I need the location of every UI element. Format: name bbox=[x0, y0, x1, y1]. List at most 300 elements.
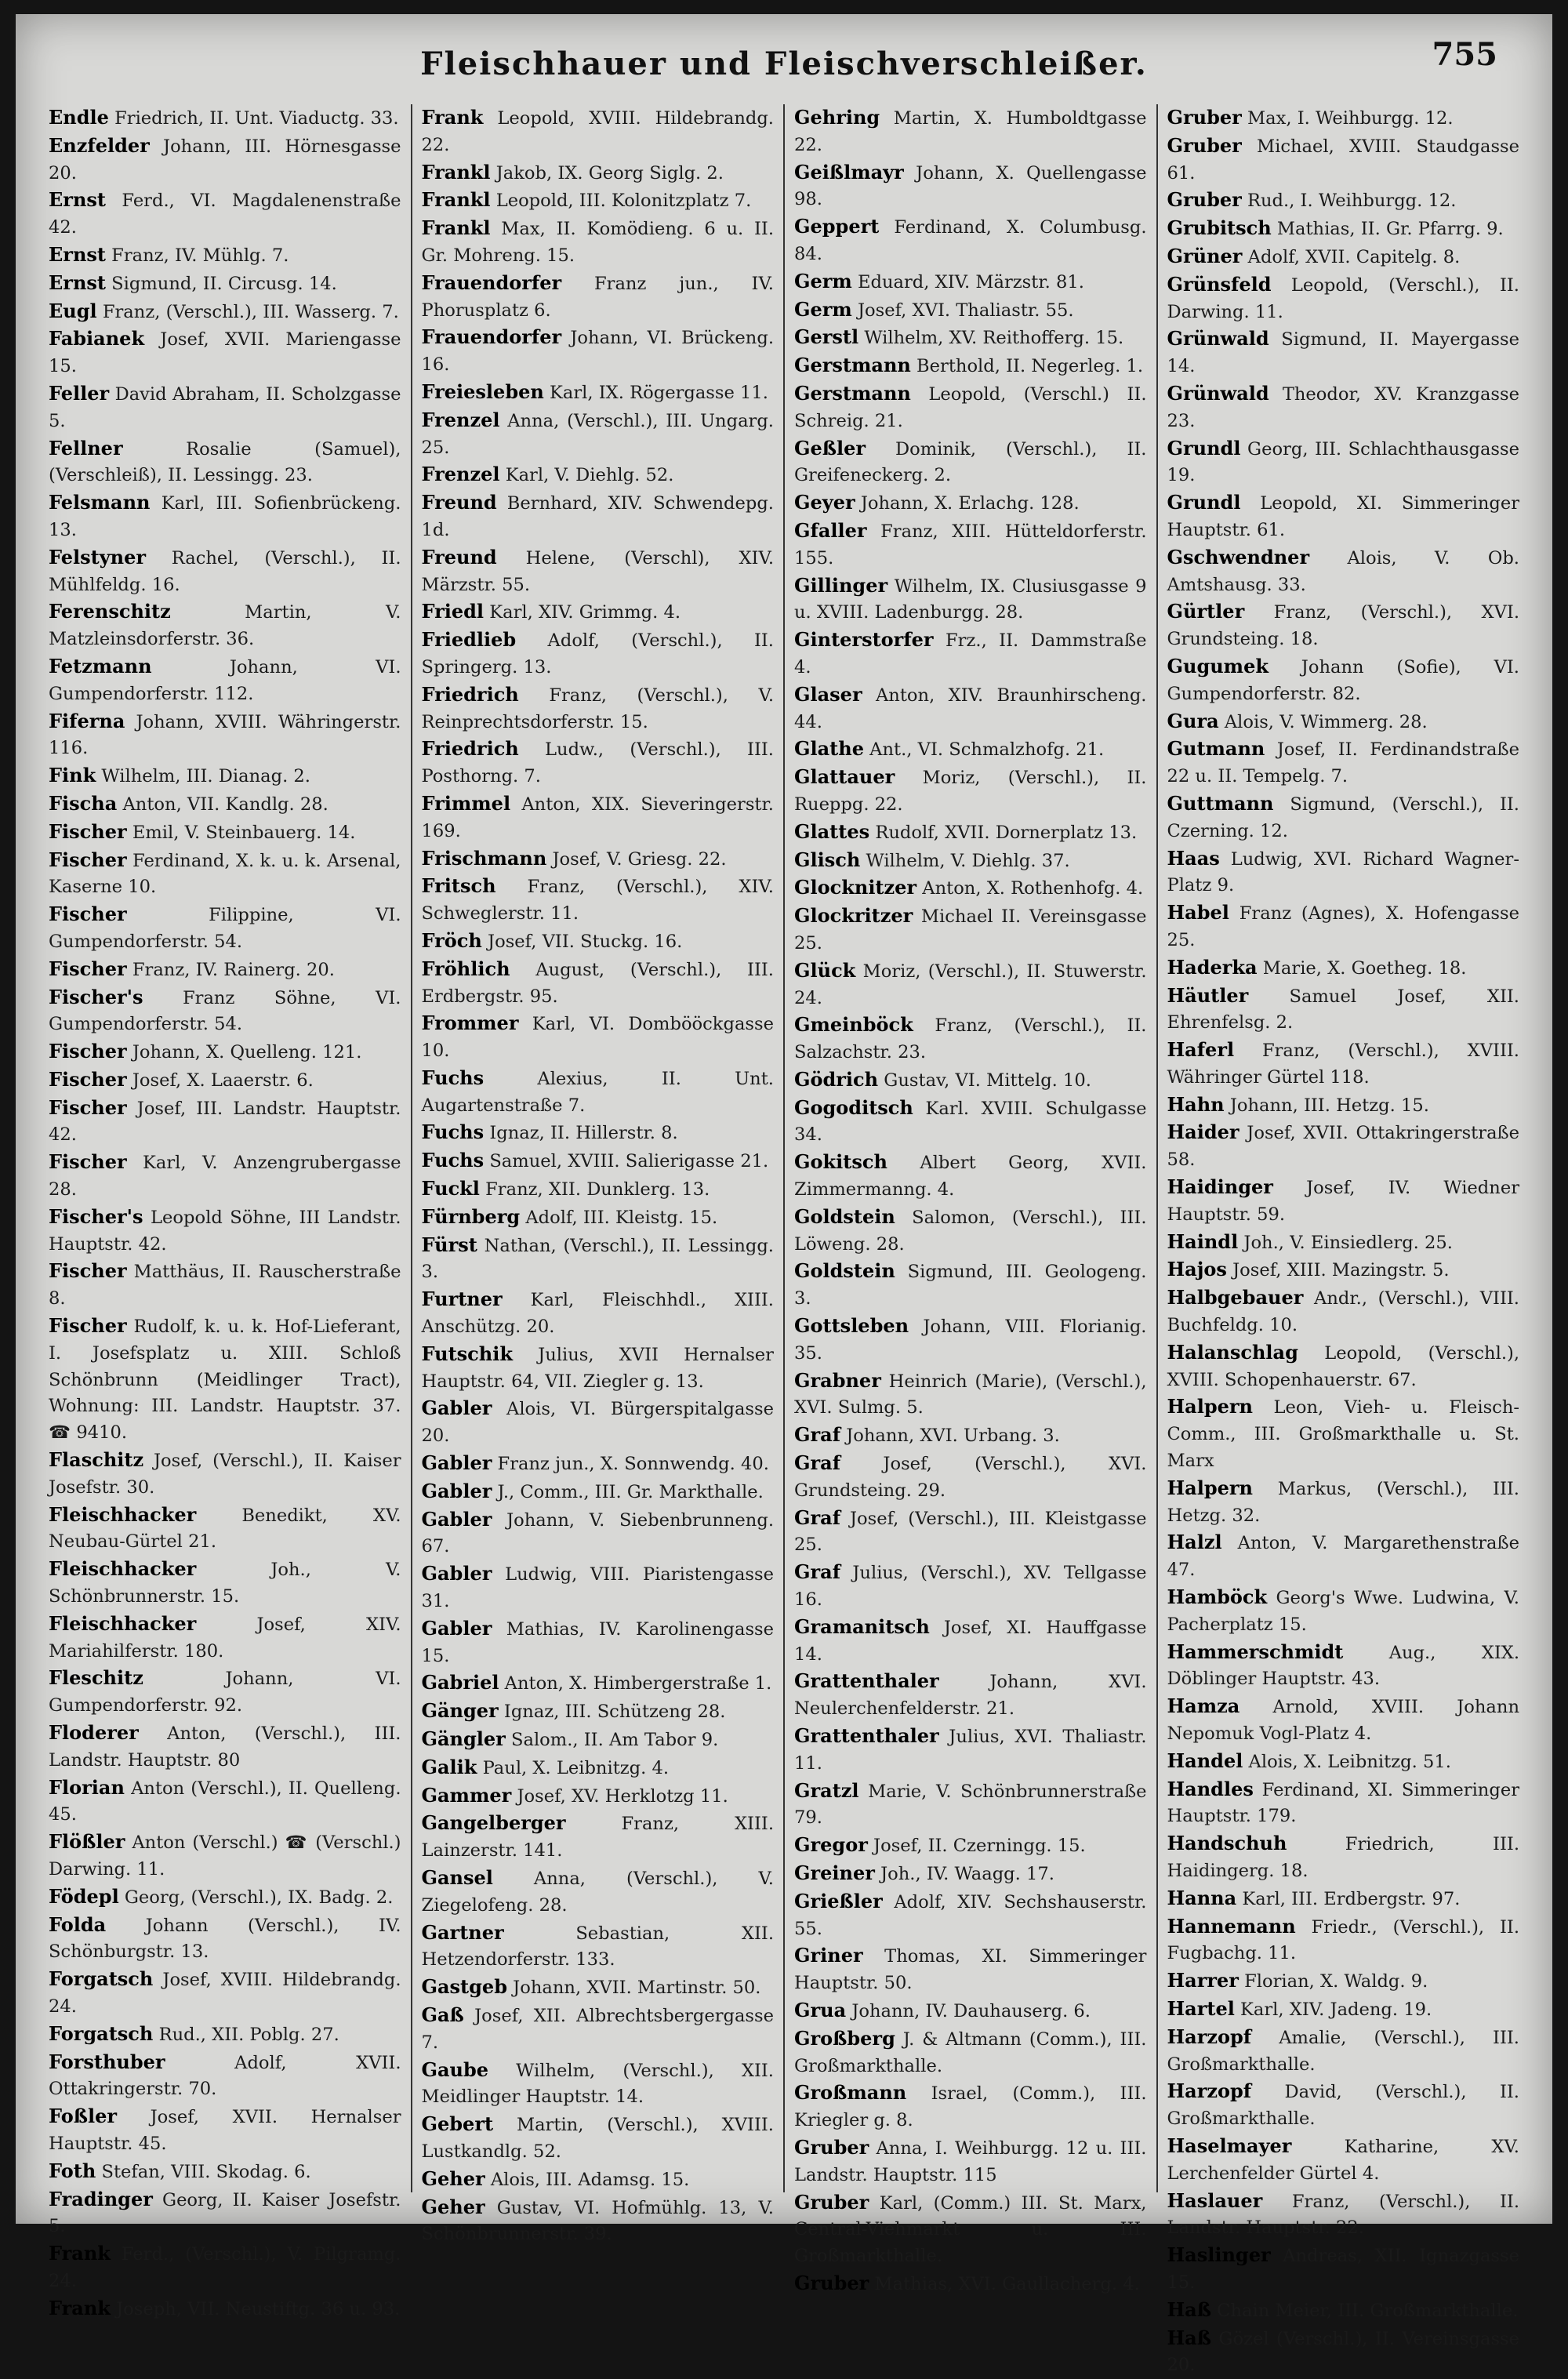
entry-surname: Glocknitzer bbox=[794, 876, 917, 899]
entry-details: Franz, (Verschl.), II. Salzachstr. 23. bbox=[794, 1015, 1147, 1063]
directory-entry bbox=[794, 1422, 1147, 1450]
directory-entry bbox=[1167, 790, 1520, 845]
entry-details: Josef, (Verschl.), XVI. Grundsteing. 29. bbox=[794, 1454, 1147, 1501]
directory-entry bbox=[49, 1313, 401, 1447]
entry-details: Ignaz, II. Hillerstr. 8. bbox=[489, 1123, 678, 1144]
entry-surname: Fuchs bbox=[421, 1066, 485, 1089]
page-number: 755 bbox=[1432, 36, 1497, 73]
directory-entry bbox=[1167, 1967, 1520, 1996]
entry-surname: Gfaller bbox=[794, 518, 867, 542]
directory-entry bbox=[794, 489, 1147, 518]
entry-surname: Haindl bbox=[1167, 1229, 1239, 1253]
directory-entry bbox=[49, 1447, 401, 1502]
directory-entry bbox=[1167, 1693, 1520, 1748]
directory-entry bbox=[49, 325, 401, 380]
entry-surname: Foth bbox=[49, 2159, 96, 2182]
entry-details: Anna, (Verschl.), III. Ungarg. 25. bbox=[421, 410, 774, 458]
directory-entry bbox=[422, 1974, 775, 2002]
entry-details: Leopold, (Verschl.), II. Darwing. 11. bbox=[1167, 274, 1519, 322]
entry-details: Josef, II. Ferdinandstraße 22 u. II. Tempelg. 7. bbox=[1167, 739, 1519, 787]
directory-entry bbox=[422, 1450, 775, 1478]
entry-details: Rud., XII. Poblg. 27. bbox=[158, 2024, 339, 2045]
directory-entry bbox=[422, 1204, 775, 1232]
directory-entry bbox=[422, 2194, 775, 2249]
entry-surname: Haider bbox=[1167, 1120, 1240, 1144]
directory-entry bbox=[794, 1668, 1147, 1723]
directory-entry bbox=[49, 2295, 401, 2323]
directory-entry bbox=[422, 1615, 775, 1670]
directory-entry bbox=[794, 1778, 1147, 1832]
entry-surname: Friedlieb bbox=[421, 628, 517, 652]
entry-details: Franz, (Verschl.), III. Wasserg. 7. bbox=[102, 301, 399, 322]
directory-entry bbox=[1167, 653, 1520, 708]
directory-entry bbox=[422, 379, 775, 407]
entry-details: Chain Meier, III. Großmarkthalle. bbox=[1217, 2300, 1519, 2321]
directory-entry bbox=[794, 2270, 1147, 2298]
directory-entry bbox=[49, 598, 401, 653]
directory-entry bbox=[1167, 435, 1520, 490]
entry-details: Karl, XIV. Jadeng. 19. bbox=[1240, 1999, 1432, 2020]
entry-details: Julius, XVI. Thaliastr. 11. bbox=[794, 1727, 1147, 1774]
entry-details: Eduard, XIV. Märzstr. 81. bbox=[858, 271, 1084, 292]
entry-details: J. & Altmann (Comm.), III. Großmarkthalle. bbox=[794, 2029, 1147, 2076]
entry-surname: Glisch bbox=[794, 848, 861, 871]
entry-details: Josef, XVII. Ottakringerstraße 58. bbox=[1167, 1123, 1519, 1171]
entry-details: Franz, IV. Mühlg. 7. bbox=[111, 245, 289, 266]
entry-surname: Fuchs bbox=[421, 1120, 485, 1144]
entry-surname: Halanschlag bbox=[1167, 1340, 1298, 1364]
entry-surname: Häutler bbox=[1167, 983, 1249, 1007]
directory-entry bbox=[422, 1669, 775, 1698]
entry-details: Alois, V. Ob. Amtshausg. 33. bbox=[1167, 547, 1519, 595]
entry-details: Filippine, VI. Gumpendorferstr. 54. bbox=[49, 905, 401, 952]
entry-details: Nathan, (Verschl.), II. Lessingg. 3. bbox=[421, 1235, 774, 1283]
directory-entry bbox=[1167, 1339, 1520, 1394]
directory-entry bbox=[49, 2103, 401, 2158]
entry-details: Martin, (Verschl.), XVIII. Lustkandlg. 52. bbox=[421, 2115, 774, 2162]
entry-details: Georg, III. Schlachthausgasse 19. bbox=[1167, 438, 1519, 486]
entry-details: Johann, XVI. Neulerchenfelderstr. 21. bbox=[794, 1672, 1147, 1720]
entry-surname: Grubitsch bbox=[1167, 216, 1272, 240]
entry-details: Anton, X. Rothenhofg. 4. bbox=[922, 878, 1144, 899]
directory-entry bbox=[422, 1920, 775, 1974]
entry-surname: Fischer bbox=[49, 1067, 127, 1091]
directory-entry bbox=[794, 572, 1147, 627]
entry-details: Helene, (Verschl), XIV. Märzstr. 55. bbox=[421, 547, 774, 595]
directory-entry bbox=[794, 1860, 1147, 1888]
entry-surname: Hajos bbox=[1167, 1258, 1227, 1281]
directory-entry bbox=[1167, 1284, 1520, 1339]
entry-details: Karl, XIV. Grimmg. 4. bbox=[489, 602, 681, 623]
directory-entry bbox=[794, 764, 1147, 819]
directory-entry bbox=[422, 1286, 775, 1341]
entry-surname: Grünwald bbox=[1167, 381, 1269, 405]
entry-details: Anton, VII. Kandlg. 28. bbox=[122, 794, 328, 815]
entry-details: Johann, X. Quellengasse 98. bbox=[794, 162, 1147, 210]
directory-entry bbox=[794, 380, 1147, 435]
directory-entry bbox=[1167, 1037, 1520, 1091]
entry-details: Josef, XIII. Mazingstr. 5. bbox=[1232, 1260, 1450, 1281]
directory-entry bbox=[49, 1611, 401, 1665]
entry-surname: Endle bbox=[49, 106, 109, 129]
entry-details: Rudolf, XVII. Dornerplatz 13. bbox=[875, 822, 1138, 843]
entry-surname: Frank bbox=[49, 2242, 111, 2265]
directory-entry bbox=[49, 819, 401, 847]
entry-details: Julius, (Verschl.), XV. Tellgasse 16. bbox=[794, 1563, 1147, 1611]
entry-details: Salomon, (Verschl.), III. Löweng. 28. bbox=[794, 1207, 1147, 1255]
entry-details: Ferd., VI. Magdalenenstraße 42. bbox=[49, 191, 401, 238]
directory-entry bbox=[1167, 1584, 1520, 1639]
entry-surname: Gabler bbox=[421, 1451, 492, 1475]
entry-details: Michael II. Vereinsgasse 25. bbox=[794, 906, 1147, 953]
entry-details: Johann, XVI. Urbang. 3. bbox=[846, 1426, 1060, 1447]
directory-entry bbox=[1167, 1256, 1520, 1284]
directory-entry bbox=[422, 324, 775, 379]
entry-details: Karl, V. Anzengrubergasse 28. bbox=[49, 1153, 401, 1200]
entry-details: J., Comm., III. Gr. Markthalle. bbox=[497, 1481, 764, 1502]
directory-entry bbox=[422, 1810, 775, 1865]
entry-surname: Haß bbox=[1167, 2297, 1211, 2321]
directory-entry bbox=[1167, 1119, 1520, 1174]
entry-details: Sigmund, II. Mayergasse 14. bbox=[1167, 329, 1519, 377]
entry-surname: Hahn bbox=[1167, 1092, 1225, 1116]
entry-surname: Haß bbox=[1167, 2326, 1211, 2349]
entry-surname: Hartel bbox=[1167, 1996, 1235, 2020]
entry-surname: Gutmann bbox=[1167, 737, 1265, 761]
entry-details: Josef, V. Griesg. 22. bbox=[552, 848, 727, 870]
entry-details: Emil, V. Steinbauerg. 14. bbox=[132, 822, 356, 843]
entry-surname: Fuchs bbox=[421, 1149, 485, 1172]
entry-details: Johann, VI. Brückeng. 16. bbox=[421, 328, 775, 376]
entry-surname: Fetzmann bbox=[49, 654, 152, 677]
entry-surname: Grua bbox=[794, 1998, 847, 2021]
directory-entry bbox=[794, 627, 1147, 681]
entry-surname: Glockritzer bbox=[794, 904, 913, 928]
directory-entry bbox=[49, 1912, 401, 1967]
entry-surname: Graf bbox=[794, 1423, 841, 1447]
directory-entry bbox=[49, 1829, 401, 1883]
directory-entry bbox=[1167, 1913, 1520, 1968]
directory-entry bbox=[794, 1559, 1147, 1614]
entry-surname: Goldstein bbox=[794, 1259, 895, 1283]
directory-entry bbox=[794, 681, 1147, 736]
entry-surname: Gmeinböck bbox=[794, 1013, 913, 1037]
directory-entry bbox=[794, 1313, 1147, 1367]
directory-entry bbox=[49, 298, 401, 326]
entry-surname: Gogoditsch bbox=[794, 1095, 913, 1119]
entry-details: Josef, XVIII. Hildebrandg. 24. bbox=[49, 1970, 401, 2017]
entry-surname: Gartner bbox=[421, 1920, 504, 1944]
directory-entry bbox=[49, 435, 401, 490]
entry-details: Moriz, (Verschl.), II. Stuwerstr. 24. bbox=[794, 961, 1147, 1008]
directory-entry bbox=[49, 708, 401, 763]
entry-surname: Glaser bbox=[794, 682, 862, 706]
entry-surname: Harzopf bbox=[1167, 2025, 1252, 2048]
entry-details: Israel, (Comm.), III. Kriegler g. 8. bbox=[794, 2083, 1147, 2131]
directory-entry bbox=[49, 1066, 401, 1095]
entry-details: Franz, (Verschl.), XVI. Grundsteing. 18. bbox=[1167, 602, 1519, 650]
entry-surname: Gerstl bbox=[794, 325, 859, 349]
directory-entry bbox=[794, 847, 1147, 875]
entry-details: Heinrich (Marie), (Verschl.), XVI. Sulmg. 5. bbox=[794, 1371, 1147, 1418]
directory-entry bbox=[422, 159, 775, 187]
entry-details: Josef, (Verschl.), III. Kleistgasse 25. bbox=[794, 1508, 1147, 1556]
entry-details: Franz, XIII. Lainzerstr. 141. bbox=[421, 1814, 774, 1861]
entry-surname: Hamböck bbox=[1167, 1585, 1268, 1609]
directory-entry bbox=[794, 1367, 1147, 1422]
entry-surname: Grünsfeld bbox=[1167, 272, 1272, 296]
entry-surname: Frankl bbox=[421, 188, 491, 212]
entry-details: Leopold, XVIII. Hildebrandg. 22. bbox=[421, 108, 774, 155]
entry-details: Karl, III. Erdbergstr. 97. bbox=[1242, 1888, 1461, 1909]
entry-details: Josef, XIV. Mariahilferstr. 180. bbox=[49, 1614, 401, 1662]
directory-entry bbox=[49, 1966, 401, 2021]
entry-details: Franz, XIII. Hütteldorferstr. 155. bbox=[794, 521, 1147, 568]
entry-surname: Fleischhacker bbox=[49, 1557, 197, 1581]
directory-entry bbox=[794, 2079, 1147, 2134]
entry-details: Karl, Fleischhdl., XIII. Anschützg. 20. bbox=[421, 1290, 774, 1338]
entry-surname: Fritsch bbox=[421, 874, 496, 898]
entry-details: Max, I. Weihburgg. 12. bbox=[1247, 108, 1454, 129]
entry-surname: Geyer bbox=[794, 491, 855, 514]
entry-details: Mathias, IV. Karolinengasse 15. bbox=[421, 1618, 775, 1666]
entry-details: Anton, (Verschl.), III. Landstr. Hauptstr. 80 bbox=[49, 1723, 401, 1771]
directory-entry bbox=[1167, 489, 1520, 544]
entry-details: Josef, XII. Albrechtsbergergasse 7. bbox=[421, 2005, 774, 2053]
directory-entry bbox=[1167, 1091, 1520, 1120]
entry-surname: Geher bbox=[421, 2195, 485, 2218]
entry-details: Johann, V. Siebenbrunneng. 67. bbox=[421, 1509, 774, 1557]
entry-details: Theodor, XV. Kranzgasse 23. bbox=[1167, 383, 1519, 431]
entry-surname: Gammer bbox=[421, 1783, 512, 1807]
directory-entry bbox=[422, 1698, 775, 1726]
directory-entry bbox=[1167, 187, 1520, 215]
directory-entry bbox=[794, 1505, 1147, 1560]
directory-entry bbox=[49, 847, 401, 902]
entry-details: Franz jun., X. Sonnwendg. 40. bbox=[497, 1454, 769, 1475]
entry-surname: Gruber bbox=[794, 2135, 869, 2159]
entry-surname: Gaube bbox=[421, 2058, 489, 2081]
entry-surname: Fischa bbox=[49, 791, 118, 815]
entry-surname: Fischer's bbox=[49, 1204, 143, 1228]
entry-details: Josef, X. Laaerstr. 6. bbox=[132, 1070, 314, 1091]
directory-entry bbox=[794, 1149, 1147, 1204]
directory-entry bbox=[422, 2057, 775, 2112]
entry-surname: Flößler bbox=[49, 1830, 125, 1854]
entry-surname: Gansel bbox=[421, 1866, 493, 1889]
entry-surname: Frischmann bbox=[421, 846, 547, 870]
entry-details: Georg's Wwe. Ludwina, V. Pacherplatz 15. bbox=[1167, 1588, 1519, 1635]
directory-entry bbox=[49, 270, 401, 298]
directory-entry bbox=[794, 1832, 1147, 1860]
directory-entry bbox=[794, 903, 1147, 957]
entry-details: Leopold Söhne, III Landstr. Hauptstr. 42. bbox=[49, 1207, 401, 1255]
entry-details: Wilhelm, XV. Reithofferg. 15. bbox=[864, 328, 1124, 349]
entry-details: Ludwig, XVI. Richard Wagner-Platz 9. bbox=[1167, 848, 1519, 896]
directory-entry bbox=[49, 2049, 401, 2104]
directory-entry bbox=[1167, 1174, 1520, 1229]
directory-entry bbox=[49, 1038, 401, 1066]
entry-surname: Glattauer bbox=[794, 765, 895, 789]
directory-entry bbox=[1167, 735, 1520, 790]
entry-details: Wilhelm, V. Diehlg. 37. bbox=[866, 850, 1070, 871]
entry-details: Franz, (Verschl.), XIV. Schweglerstr. 11. bbox=[421, 877, 774, 924]
entry-surname: Fischer bbox=[49, 1040, 127, 1063]
directory-entry bbox=[422, 928, 775, 956]
entry-details: Dominik, (Verschl.), II. Greifeneckerg. 2. bbox=[794, 438, 1147, 486]
directory-entry bbox=[794, 1997, 1147, 2025]
entry-details: Josef, III. Landstr. Hauptstr. 42. bbox=[49, 1098, 401, 1146]
entry-surname: Hanna bbox=[1167, 1886, 1237, 1909]
entry-details: Johann, VI. Gumpendorferstr. 92. bbox=[49, 1669, 401, 1716]
entry-details: Karl. XVIII. Schulgasse 34. bbox=[794, 1098, 1147, 1146]
entry-surname: Gugumek bbox=[1167, 654, 1269, 677]
entry-surname: Fleischhacker bbox=[49, 1502, 197, 1526]
directory-entry bbox=[49, 956, 401, 984]
entry-details: Anton, X. Himbergerstraße 1. bbox=[504, 1673, 772, 1694]
entry-surname: Gängler bbox=[421, 1727, 506, 1751]
directory-entry bbox=[422, 1065, 775, 1120]
entry-details: Franz (Agnes), X. Hofengasse 25. bbox=[1167, 903, 1519, 950]
directory-entry bbox=[49, 2186, 401, 2241]
directory-entry bbox=[794, 213, 1147, 268]
entry-surname: Ernst bbox=[49, 188, 106, 212]
entry-details: Franz, (Verschl.), XVIII. Währinger Gürtel 118. bbox=[1167, 1041, 1519, 1088]
entry-details: Franz, XII. Dunklerg. 13. bbox=[485, 1179, 710, 1200]
directory-entry bbox=[422, 1010, 775, 1065]
entry-surname: Griner bbox=[794, 1944, 863, 1967]
entry-surname: Furtner bbox=[421, 1288, 503, 1311]
entry-details: Alois, V. Wimmerg. 28. bbox=[1224, 711, 1428, 732]
entry-surname: Gruber bbox=[1167, 188, 1242, 212]
entry-surname: Gottsleben bbox=[794, 1314, 909, 1338]
directory-entry bbox=[794, 296, 1147, 325]
entry-surname: Frankl bbox=[421, 216, 491, 240]
entry-surname: Frankl bbox=[421, 160, 491, 183]
entry-details: Salom., II. Am Tabor 9. bbox=[511, 1730, 719, 1751]
directory-entry bbox=[1167, 215, 1520, 243]
directory-entry bbox=[1167, 954, 1520, 982]
entry-details: Anton, V. Margarethenstraße 47. bbox=[1167, 1533, 1519, 1581]
directory-entry bbox=[794, 1066, 1147, 1095]
entry-surname: Galik bbox=[421, 1755, 477, 1778]
entry-details: Samuel Josef, XII. Ehrenfelsg. 2. bbox=[1167, 986, 1519, 1033]
directory-entry bbox=[1167, 2297, 1520, 2325]
entry-details: Max, II. Komödieng. 6 u. II. Gr. Mohreng. 15. bbox=[421, 219, 774, 266]
entry-surname: Gabriel bbox=[421, 1671, 499, 1694]
entry-details: Franz jun., IV. Phorusplatz 6. bbox=[421, 273, 774, 321]
directory-entry bbox=[794, 957, 1147, 1012]
entry-surname: Gödrich bbox=[794, 1067, 879, 1091]
entry-surname: Halbgebauer bbox=[1167, 1286, 1304, 1309]
entry-details: Samuel, XVIII. Salierigasse 21. bbox=[489, 1151, 769, 1172]
directory-entry bbox=[422, 1175, 775, 1204]
directory-entry bbox=[1167, 598, 1520, 653]
entry-details: Albert Georg, XVII. Zimmermanng. 4. bbox=[794, 1153, 1147, 1200]
entry-surname: Haferl bbox=[1167, 1038, 1235, 1062]
directory-entry bbox=[422, 544, 775, 599]
entry-details: Josef, XVI. Thaliastr. 55. bbox=[858, 300, 1074, 321]
entry-surname: Fröch bbox=[421, 928, 482, 952]
entry-surname: Grattenthaler bbox=[794, 1724, 939, 1748]
directory-entry bbox=[794, 874, 1147, 903]
directory-entry bbox=[49, 2240, 401, 2295]
entry-details: Anton (Verschl.), II. Quelleng. 45. bbox=[49, 1778, 401, 1825]
entry-surname: Gürtler bbox=[1167, 600, 1245, 623]
entry-surname: Gabler bbox=[421, 1616, 492, 1640]
entry-surname: Hamza bbox=[1167, 1694, 1240, 1718]
entry-details: Julius, XVII Hernalser Hauptstr. 64, VII. Ziegler g. 13. bbox=[421, 1344, 774, 1392]
entry-surname: Haas bbox=[1167, 846, 1220, 870]
entry-surname: Frimmel bbox=[421, 791, 511, 815]
directory-entry bbox=[49, 380, 401, 435]
entry-surname: Gramanitsch bbox=[794, 1614, 930, 1638]
entry-surname: Gruber bbox=[1167, 106, 1242, 129]
entry-details: Katharine, XV. Lerchenfelder Gürtel 4. bbox=[1167, 2136, 1519, 2184]
directory-entry bbox=[794, 518, 1147, 572]
entry-surname: Gaß bbox=[421, 2003, 464, 2026]
entry-surname: Gebert bbox=[421, 2112, 494, 2136]
entry-surname: Fleschitz bbox=[49, 1666, 143, 1690]
entry-surname: Gastgeb bbox=[421, 1975, 507, 1999]
entry-surname: Fradinger bbox=[49, 2187, 153, 2210]
directory-entry bbox=[49, 1149, 401, 1204]
directory-entry bbox=[422, 1506, 775, 1561]
entry-details: Matthäus, II. Rauscherstraße 8. bbox=[49, 1262, 401, 1309]
entry-surname: Halzl bbox=[1167, 1531, 1222, 1554]
entry-details: Josef, XV. Herklotzg 11. bbox=[517, 1785, 728, 1807]
directory-entry bbox=[49, 1556, 401, 1611]
entry-details: Adolf, (Verschl.), II. Springerg. 13. bbox=[421, 630, 774, 677]
entry-surname: Haidinger bbox=[1167, 1175, 1273, 1199]
entry-details: Wilhelm, III. Dianag. 2. bbox=[101, 766, 310, 787]
directory-entry bbox=[1167, 2024, 1520, 2079]
entry-details: Wilhelm, (Verschl.), XII. Meidlinger Hauptstr. 14. bbox=[421, 2060, 774, 2108]
entry-surname: Gehring bbox=[794, 106, 880, 129]
directory-entry bbox=[794, 1723, 1147, 1778]
directory-entry bbox=[49, 2158, 401, 2186]
entry-surname: Glück bbox=[794, 958, 856, 982]
entry-surname: Fischer bbox=[49, 1259, 127, 1283]
entry-details: Markus, (Verschl.), III. Hetzg. 32. bbox=[1167, 1478, 1519, 1526]
entry-details: Ferd., (Verschl.), V. Pilgramg. 24. bbox=[49, 2244, 401, 2291]
directory-entry bbox=[422, 598, 775, 627]
entry-surname: Frommer bbox=[421, 1012, 519, 1035]
directory-entry bbox=[1167, 380, 1520, 435]
directory-entry bbox=[1167, 1229, 1520, 1257]
directory-entry bbox=[1167, 1830, 1520, 1885]
directory-entry bbox=[1167, 1393, 1520, 1474]
entry-details: Friedrich, II. Unt. Viaductg. 33. bbox=[114, 108, 399, 129]
entry-surname: Großmann bbox=[794, 2081, 907, 2105]
directory-entry bbox=[422, 735, 775, 790]
entry-surname: Fellner bbox=[49, 436, 123, 459]
entry-details: Johann, III. Hörnesgasse 20. bbox=[49, 136, 401, 183]
entry-details: Benedikt, XV. Neubau-Gürtel 21. bbox=[49, 1505, 401, 1553]
directory-entry bbox=[422, 1782, 775, 1811]
entry-surname: Friedrich bbox=[421, 682, 519, 706]
directory-entry bbox=[794, 1095, 1147, 1150]
entry-details: Leopold, (Verschl.) II. Schreig. 21. bbox=[794, 383, 1147, 431]
entry-surname: Habel bbox=[1167, 901, 1229, 924]
entry-details: Ant., VI. Schmalzhofg. 21. bbox=[869, 739, 1105, 761]
entry-details: Anton, XIX. Sieveringerstr. 169. bbox=[421, 794, 774, 841]
directory-entry bbox=[49, 489, 401, 544]
entry-surname: Halpern bbox=[1167, 1476, 1253, 1499]
entry-surname: Gschwendner bbox=[1167, 545, 1310, 568]
entry-details: Marie, X. Goetheg. 18. bbox=[1262, 957, 1467, 979]
directory-page bbox=[16, 14, 1552, 2376]
